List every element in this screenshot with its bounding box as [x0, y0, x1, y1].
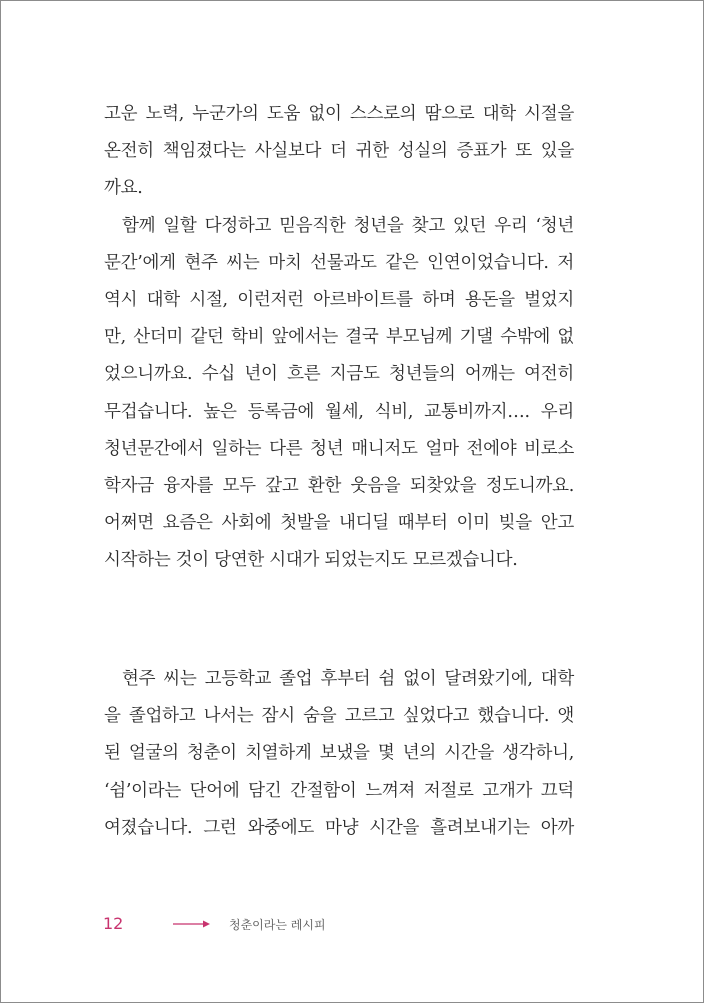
- text-line: 문간’에게 현주 씨는 마치 선물과도 같은 인연이었습니다. 저: [104, 252, 574, 273]
- text-line: ‘쉼’이라는 단어에 담긴 간절함이 느껴져 저절로 고개가 끄덕: [104, 780, 574, 801]
- text-line: 학자금 융자를 모두 갚고 환한 웃음을 되찾았을 정도니까요.: [104, 475, 574, 496]
- running-title: 청춘이라는 레시피: [229, 918, 326, 932]
- text-line: 어쩌면 요즘은 사회에 첫발을 내디딜 때부터 이미 빚을 안고: [104, 513, 574, 534]
- text-line: 시작하는 것이 당연한 시대가 되었는지도 모르겠습니다.: [104, 550, 518, 571]
- arrow-icon: [173, 916, 211, 932]
- page-number: 12: [103, 914, 124, 933]
- text-line: 현주 씨는 고등학교 졸업 후부터 쉼 없이 달려왔기에, 대학: [122, 669, 574, 689]
- main-text-continued: [104, 661, 574, 847]
- text-line: 된 얼굴의 청춘이 치열하게 보냈을 몇 년의 시간을 생각하니,: [104, 743, 574, 764]
- text-line: 무겁습니다. 높은 등록금에 월세, 식비, 교통비까지…. 우리: [104, 401, 574, 422]
- main-text: [104, 96, 574, 579]
- text-line: 까요.: [104, 178, 143, 199]
- text-line: 함께 일할 다정하고 믿음직한 청년을 찾고 있던 우리 ‘청년: [122, 215, 574, 236]
- text-line: 었으니까요. 수십 년이 흐른 지금도 청년들의 어깨는 여전히: [104, 364, 574, 385]
- text-line: 청년문간에서 일하는 다른 청년 매니저도 얼마 전에야 비로소: [104, 438, 574, 459]
- text-line: 을 졸업하고 나서는 잠시 숨을 고르고 싶었다고 했습니다. 앳: [104, 706, 574, 727]
- text-line: 만, 산더미 같던 학비 앞에서는 결국 부모님께 기댈 수밖에 없: [104, 327, 574, 348]
- text-line: 온전히 책임졌다는 사실보다 더 귀한 성실의 증표가 또 있을: [104, 141, 574, 162]
- text-line: 여졌습니다. 그런 와중에도 마냥 시간을 흘려보내기는 아까: [104, 817, 574, 838]
- text-line: 고운 노력, 누군가의 도움 없이 스스로의 땀으로 대학 시절을: [104, 104, 574, 124]
- text-line: 역시 대학 시절, 이런저런 아르바이트를 하며 용돈을 벌었지: [104, 289, 574, 310]
